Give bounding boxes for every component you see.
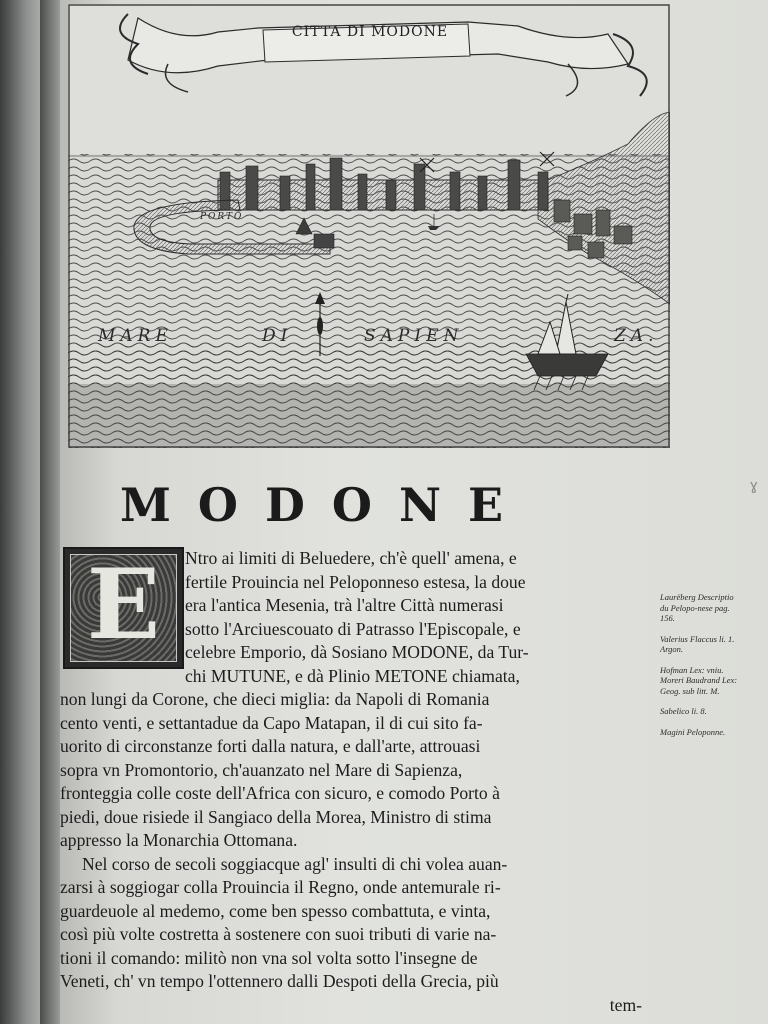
margin-notes — [660, 592, 740, 747]
engraving-city-view — [68, 4, 670, 448]
text-line: tioni il comando: militò non vna sol volta sotto l'insegne de — [60, 947, 478, 968]
sea-label-part: DI — [262, 326, 293, 346]
margin-note: Laurëberg Descriptio du Pelopo-nese pag. 156. — [660, 592, 734, 623]
text-line: fertile Prouincia nel Peloponneso estesa, la doue — [185, 571, 526, 592]
text-line: sopra vn Promontorio, ch'auanzato nel Mare di Sapienza, — [60, 759, 463, 780]
porto-label: PORTO — [200, 212, 244, 222]
margin-note: Hofman Lex: vniu. Moreri Baudrand Lex: Geog. sub litt. M. — [660, 664, 738, 696]
body-text — [60, 547, 660, 1017]
text-line: Veneti, ch' vn tempo l'ottennero dalli Despoti della Grecia, più — [60, 971, 499, 991]
text-line: fronteggia colle coste dell'Africa con sicuro, e comodo Porto à — [60, 783, 500, 803]
book-page — [60, 0, 768, 1024]
text-line: era l'antica Mesenia, trà l'altre Città numerasi — [185, 595, 504, 615]
text-line: Nel corso de secoli soggiacque agl' insulti di chi volea auan- — [82, 853, 508, 874]
engraving-illustration — [68, 4, 670, 448]
sea-label-part: ZA. — [614, 326, 659, 346]
text-line: guardeuole al medemo, come ben spesso combattuta, e vinta, — [60, 900, 491, 921]
initial-letter: E — [86, 548, 161, 661]
margin-note: Sabelico li. 8. — [660, 706, 707, 716]
text-line: Ntro ai limiti di Beluedere, ch'è quell' amena, e — [185, 548, 517, 568]
margin-note: Magini Peloponne. — [660, 726, 726, 737]
text-line: uorito di circonstanze forti dalla natura, e dall'arte, attrouasi — [60, 736, 481, 756]
text-line: appresso la Monarchia Ottomana. — [60, 830, 298, 850]
sea-label-part: SAPIEN — [364, 326, 464, 346]
text-line: non lungi da Corone, che dieci miglia: da Napoli di Romania — [60, 689, 490, 709]
margin-mark: ɣ — [749, 478, 758, 494]
text-line: sotto l'Arciuescouato di Patrasso l'Episcopale, e — [185, 618, 521, 639]
margin-note: Valerius Flaccus li. 1. Argon. — [660, 633, 735, 654]
catchword: tem- — [609, 994, 642, 1015]
banner-title: CITTA DI MODONE — [291, 24, 449, 40]
sea-label-part: MARE — [98, 326, 173, 346]
text-line: piedi, doue risiede il Sangiaco della Morea, Ministro di stima — [60, 806, 492, 827]
text-line: chi MUTUNE, e dà Plinio METONE chiamata, — [185, 665, 520, 686]
page-title: MODONE — [120, 478, 531, 532]
text-line: così più volte costretta à sostenere con suoi tributi di varie na- — [60, 924, 497, 944]
text-line: cento venti, e settantadue da Capo Matapan, il di cui sito fa- — [60, 712, 483, 733]
text-line: celebre Emporio, dà Sosiano MODONE, da Tur- — [185, 642, 529, 662]
text-line: zarsi à soggiogar colla Prouincia il Regno, onde antemurale ri- — [60, 877, 501, 897]
